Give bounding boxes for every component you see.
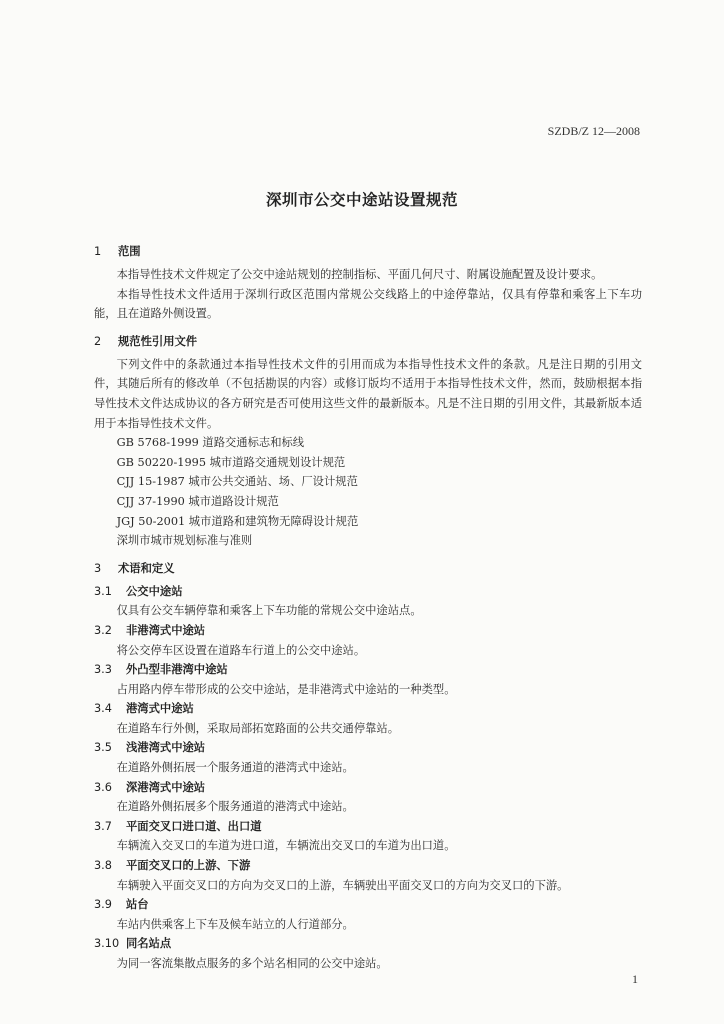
reference-item: CJJ 15-1987 城市公共交通站、场、厂设计规范 [116,475,358,489]
term-heading [94,582,642,602]
term-name: 公交中途站 [126,584,183,598]
term-heading [94,738,642,758]
reference-item: GB 50220-1995 城市道路交通规划设计规范 [116,455,346,469]
term-name: 浅港湾式中途站 [126,741,206,755]
term-number: 3.7 [94,819,112,833]
term-heading [94,934,642,954]
term-definition: 在道路车行外侧，采取局部拓宽路面的公共交通停靠站。 [116,721,400,735]
term-definition: 车辆驶入平面交叉口的方向为交叉口的上游，车辆驶出平面交叉口的方向为交叉口的下游。 [116,878,569,892]
reference-item: CJJ 37-1990 城市道路设计规范 [116,494,279,508]
paragraph: 下列文件中的条款通过本指导性技术文件的引用而成为本指导性技术文件的条款。凡是注日期的引用文件，其随后所有的修改单（不包括勘误的内容）或修订版均不适用于本指导性技术文件，然而，鼓励根据本指导性技术文件达成协议的各方研究是否可使用这些文件的最新版本。凡是不注日期的引用文件，其最新版本适用于本指导性技术文件。 [94,357,642,430]
term-name: 平面交叉口进口道、出口道 [126,819,262,833]
section-title: 规范性引用文件 [118,334,198,348]
term-heading [94,856,642,876]
section-number: 3 [94,561,102,575]
term-number: 3.10 [94,937,120,951]
term-definition: 在道路外侧拓展多个服务通道的港湾式中途站。 [116,800,354,814]
term-number: 3.8 [94,859,112,873]
term-heading [94,621,642,641]
reference-item: JGJ 50-2001 城市道路和建筑物无障碍设计规范 [116,514,359,528]
term-name: 港湾式中途站 [126,702,194,716]
document-body [94,242,642,974]
term-heading [94,699,642,719]
term-number: 3.6 [94,780,112,794]
term-definition: 车站内供乘客上下车及候车站立的人行道部分。 [116,917,354,931]
term-number: 3.2 [94,623,112,637]
section-title: 范围 [118,245,141,258]
term-heading [94,778,642,798]
term-definition: 车辆流入交叉口的车道为进口道，车辆流出交叉口的车道为出口道。 [116,839,456,853]
term-number: 3.9 [94,898,112,912]
term-name: 深港湾式中途站 [126,780,206,794]
term-definition: 在道路外侧拓展一个服务通道的港湾式中途站。 [116,761,354,775]
term-name: 平面交叉口的上游、下游 [126,859,251,873]
term-heading [94,660,642,680]
term-definition: 将公交停车区设置在道路车行道上的公交中途站。 [116,643,366,657]
term-number: 3.3 [94,663,112,677]
doc-number: SZDB/Z 12—2008 [547,124,640,138]
paragraph: 本指导性技术文件规定了公交中途站规划的控制指标、平面几何尺寸、附属设施配置及设计要求。 [116,268,603,281]
term-number: 3.5 [94,741,112,755]
section-heading-normative-references [94,332,642,352]
term-heading [94,817,642,837]
section-number: 2 [94,334,102,348]
term-definition: 为同一客流集散点服务的多个站名相同的公交中途站。 [116,957,388,970]
reference-item: GB 5768-1999 道路交通标志和标线 [116,436,305,450]
section-heading-scope [94,242,642,262]
term-heading [94,895,642,915]
reference-item: 深圳市城市规划标准与准则 [116,534,253,548]
term-number: 3.1 [94,584,112,598]
term-name: 非港湾式中途站 [126,623,206,637]
section-title: 术语和定义 [118,561,175,575]
term-name: 外凸型非港湾中途站 [126,663,228,677]
term-name: 同名站点 [126,937,172,951]
section-number: 1 [94,245,102,258]
term-number: 3.4 [94,702,112,716]
section-heading-terms-definitions [94,559,642,579]
term-definition: 仅具有公交车辆停靠和乘客上下车功能的常规公交中途站点。 [116,604,422,618]
term-name: 站台 [126,898,149,912]
page-title: 深圳市公交中途站设置规范 [265,191,458,209]
term-definition: 占用路内停车带形成的公交中途站，是非港湾式中途站的一种类型。 [116,682,456,696]
page-number: 1 [632,972,638,986]
paragraph: 本指导性技术文件适用于深圳行政区范围内常规公交线路上的中途停靠站，仅具有停靠和乘客上下车功能，且在道路外侧设置。 [94,287,642,321]
